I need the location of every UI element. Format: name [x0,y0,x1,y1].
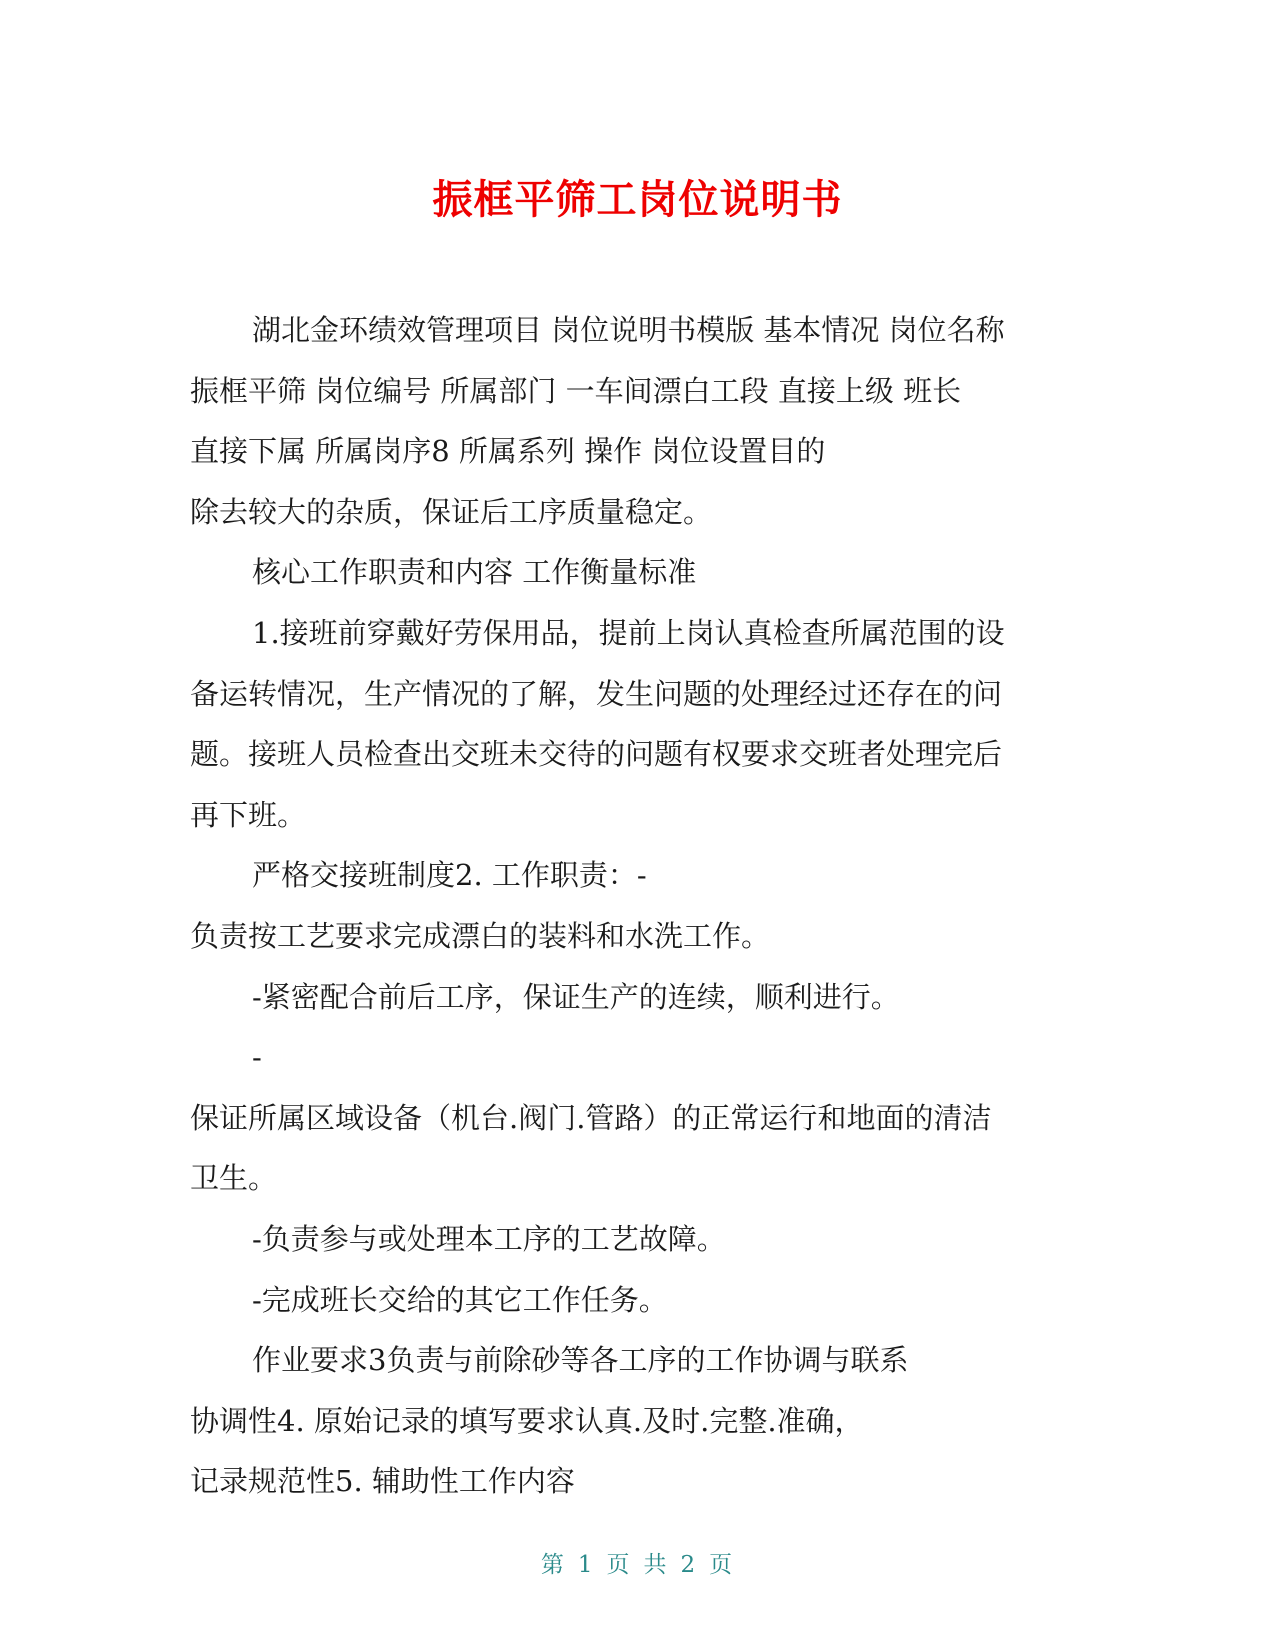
paragraph-line: 1.接班前穿戴好劳保用品，提前上岗认真检查所属范围的设 [252,615,1005,650]
paragraph-line: 核心工作职责和内容 工作衡量标准 [252,555,697,590]
paragraph-line: 记录规范性5. 辅助性工作内容 [190,1464,575,1499]
paragraph-line: 直接下属 所属岗序8 所属系列 操作 岗位设置目的 [190,434,826,469]
footer-current-page: 1 [577,1552,595,1578]
paragraph-line: 备运转情况，生产情况的了解，发生问题的处理经过还存在的问 [190,676,1003,711]
footer-page-label: 第 [540,1552,566,1578]
paragraph-line: 除去较大的杂质，保证后工序质量稳定。 [190,494,713,529]
paragraph-line: 保证所属区域设备（机台.阀门.管路）的正常运行和地面的清洁 [190,1100,992,1135]
paragraph-line: 负责按工艺要求完成漂白的装料和水洗工作。 [190,918,771,953]
paragraph-line: 振框平筛 岗位编号 所属部门 一车间漂白工段 直接上级 班长 [190,373,962,408]
paragraph-line: 严格交接班制度2. 工作职责：- [252,858,647,893]
paragraph-line: 题。接班人员检查出交班未交待的问题有权要求交班者处理完后 [190,737,1003,772]
footer-total-label: 共 [643,1552,669,1578]
document-title: 振框平筛工岗位说明书 [432,177,843,223]
paragraph-line: -负责参与或处理本工序的工艺故障。 [252,1221,726,1256]
paragraph-line: 卫生。 [190,1161,278,1196]
page-footer [0,1546,1275,1579]
footer-total-pages: 2 [680,1552,698,1578]
paragraph-line: 湖北金环绩效管理项目 岗位说明书模版 基本情况 岗位名称 [252,313,1005,347]
paragraph-line: 协调性4. 原始记录的填写要求认真.及时.完整.准确， [190,1403,864,1438]
footer-total-unit: 页 [709,1552,735,1578]
paragraph-line: 再下班。 [190,797,307,832]
document-body [190,300,1090,1512]
footer-page-unit: 页 [606,1552,632,1578]
paragraph-line: - [252,1040,262,1075]
paragraph-line: 作业要求3负责与前除砂等各工序的工作协调与联系 [252,1343,909,1378]
paragraph-line: -紧密配合前后工序，保证生产的连续，顺利进行。 [252,979,900,1014]
paragraph-line: -完成班长交给的其它工作任务。 [252,1282,668,1317]
